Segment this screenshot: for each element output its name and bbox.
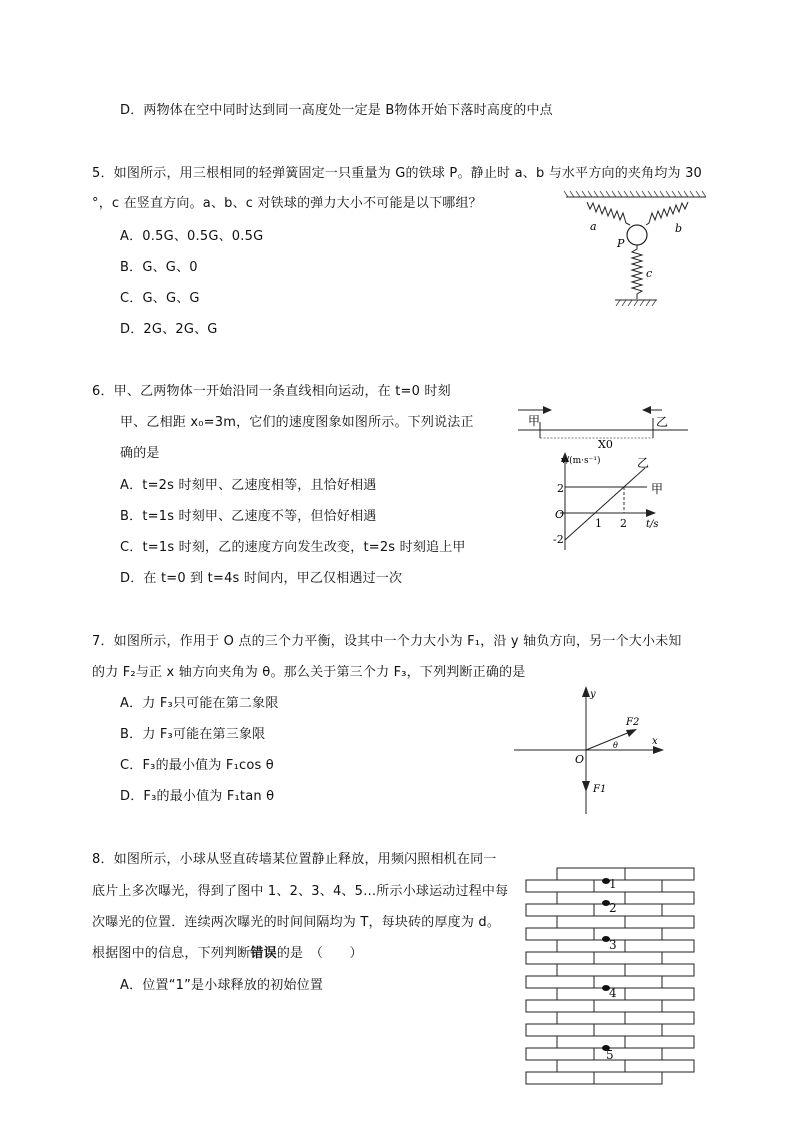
label-x0: X0	[598, 438, 613, 451]
emphasis-wrong: 错误	[250, 946, 277, 961]
spring-c	[632, 245, 642, 299]
label-origin: O	[575, 753, 585, 766]
label-x-axis: x	[652, 736, 658, 747]
tick-x-2: 2	[620, 517, 627, 530]
q5-number: 5．	[92, 166, 114, 181]
q6-stem-line2: 甲、乙相距 x₀=3m，它们的速度图象如图所示。下列说法正	[120, 415, 474, 430]
q8-stem-line4: 根据图中的信息，下列判断错误的是 （ ）	[92, 946, 363, 961]
q6-option-a: A．t=2s 时刻甲、乙速度相等，且恰好相遇	[120, 478, 377, 493]
q5-option-c: C．G、G、G	[120, 291, 200, 306]
q5-stem-line1: 如图所示，用三根相同的轻弹簧固定一只重量为 G的铁球 P。静止时 a、b 与水平方向的夹角均为 30	[113, 166, 703, 181]
label-p: P	[617, 237, 625, 250]
q6-stem-line3: 确的是	[120, 446, 160, 461]
q8-stem-line3: 次曝光的位置．连续两次曝光的时间间隔均为 T，每块砖的厚度为 d。	[92, 915, 501, 930]
q7-option-b: B．力 F₃可能在第三象限	[120, 727, 266, 742]
label-origin: O	[555, 508, 565, 521]
q5-option-a: A．0.5G、0.5G、0.5G	[120, 229, 264, 244]
q8-stem-line1: 如图所示，小球从竖直砖墙某位置静止释放，用频闪照相机在同一	[113, 852, 497, 867]
label-pos-1: 1	[609, 877, 617, 891]
label-c: c	[646, 267, 653, 280]
label-theta: θ	[613, 741, 618, 750]
label-pos-3: 3	[609, 938, 617, 952]
q6-option-c: C．t=1s 时刻，乙的速度方向发生改变，t=2s 时刻追上甲	[120, 540, 466, 555]
q7-option-d: D．F₃的最小值为 F₁tan θ	[120, 789, 275, 804]
ball-p	[627, 225, 647, 245]
label-pos-4: 4	[609, 986, 617, 1000]
q6-motion-figure	[510, 400, 700, 560]
q6-number: 6．	[92, 384, 114, 399]
label-jia-top: 甲	[528, 414, 541, 428]
tick-y-neg2: -2	[553, 533, 564, 546]
q6-stem-line1: 甲、乙两物体一开始沿同一条直线相向运动，在 t=0 时刻	[113, 384, 451, 399]
label-pos-2: 2	[609, 901, 617, 915]
q7-stem-line2: 的力 F₂与正 x 轴方向夹角为 θ。那么关于第三个力 F₃，下列判断正确的是	[92, 665, 526, 680]
tick-x-1: 1	[595, 517, 602, 530]
q8-brick-wall-figure	[520, 860, 700, 1090]
tick-y-2: 2	[557, 482, 564, 495]
label-b: b	[675, 222, 683, 235]
label-xlabel: t/s	[646, 519, 659, 530]
q5-spring-figure	[560, 185, 720, 315]
q7-force-figure	[500, 680, 680, 820]
label-yi-top: 乙	[656, 415, 669, 429]
label-pos-5: 5	[606, 1048, 614, 1062]
q7-stem-line1: 如图所示，作用于 O 点的三个力平衡，设其中一个力大小为 F₁，沿 y 轴负方向，另一个大小未知	[113, 634, 682, 649]
q5-option-d: D．2G、2G、G	[120, 322, 218, 337]
label-ylabel: v/(m·s⁻¹)	[561, 456, 601, 466]
label-jia-line: 甲	[651, 482, 664, 496]
q7-option-a: A．力 F₃只可能在第二象限	[120, 696, 279, 711]
q8-option-a: A．位置“1”是小球释放的初始位置	[120, 978, 324, 993]
q6-option-d: D．在 t=0 到 t=4s 时间内，甲乙仅相遇过一次	[120, 571, 403, 586]
label-f1: F1	[593, 784, 607, 795]
label-a: a	[590, 220, 597, 233]
q6-option-b: B．t=1s 时刻甲、乙速度不等，但恰好相遇	[120, 509, 377, 524]
q8-number: 8．	[92, 852, 114, 867]
q5-option-b: B．G、G、0	[120, 260, 198, 275]
q7-option-c: C．F₃的最小值为 F₁cos θ	[120, 758, 274, 773]
q7-number: 7．	[92, 634, 114, 649]
label-yi-line: 乙	[637, 456, 650, 470]
label-y-axis: y	[590, 689, 596, 700]
label-f2: F2	[626, 717, 640, 728]
q8-stem-line2: 底片上多次曝光，得到了图中 1、2、3、4、5…所示小球运动过程中每	[92, 884, 509, 899]
q5-stem-line2: °，c 在竖直方向。a、b、c 对铁球的弹力大小不可能是以下哪组？	[92, 196, 482, 211]
prev-option-d: D．两物体在空中同时达到同一高度处一定是 B物体开始下落时高度的中点	[120, 103, 553, 118]
